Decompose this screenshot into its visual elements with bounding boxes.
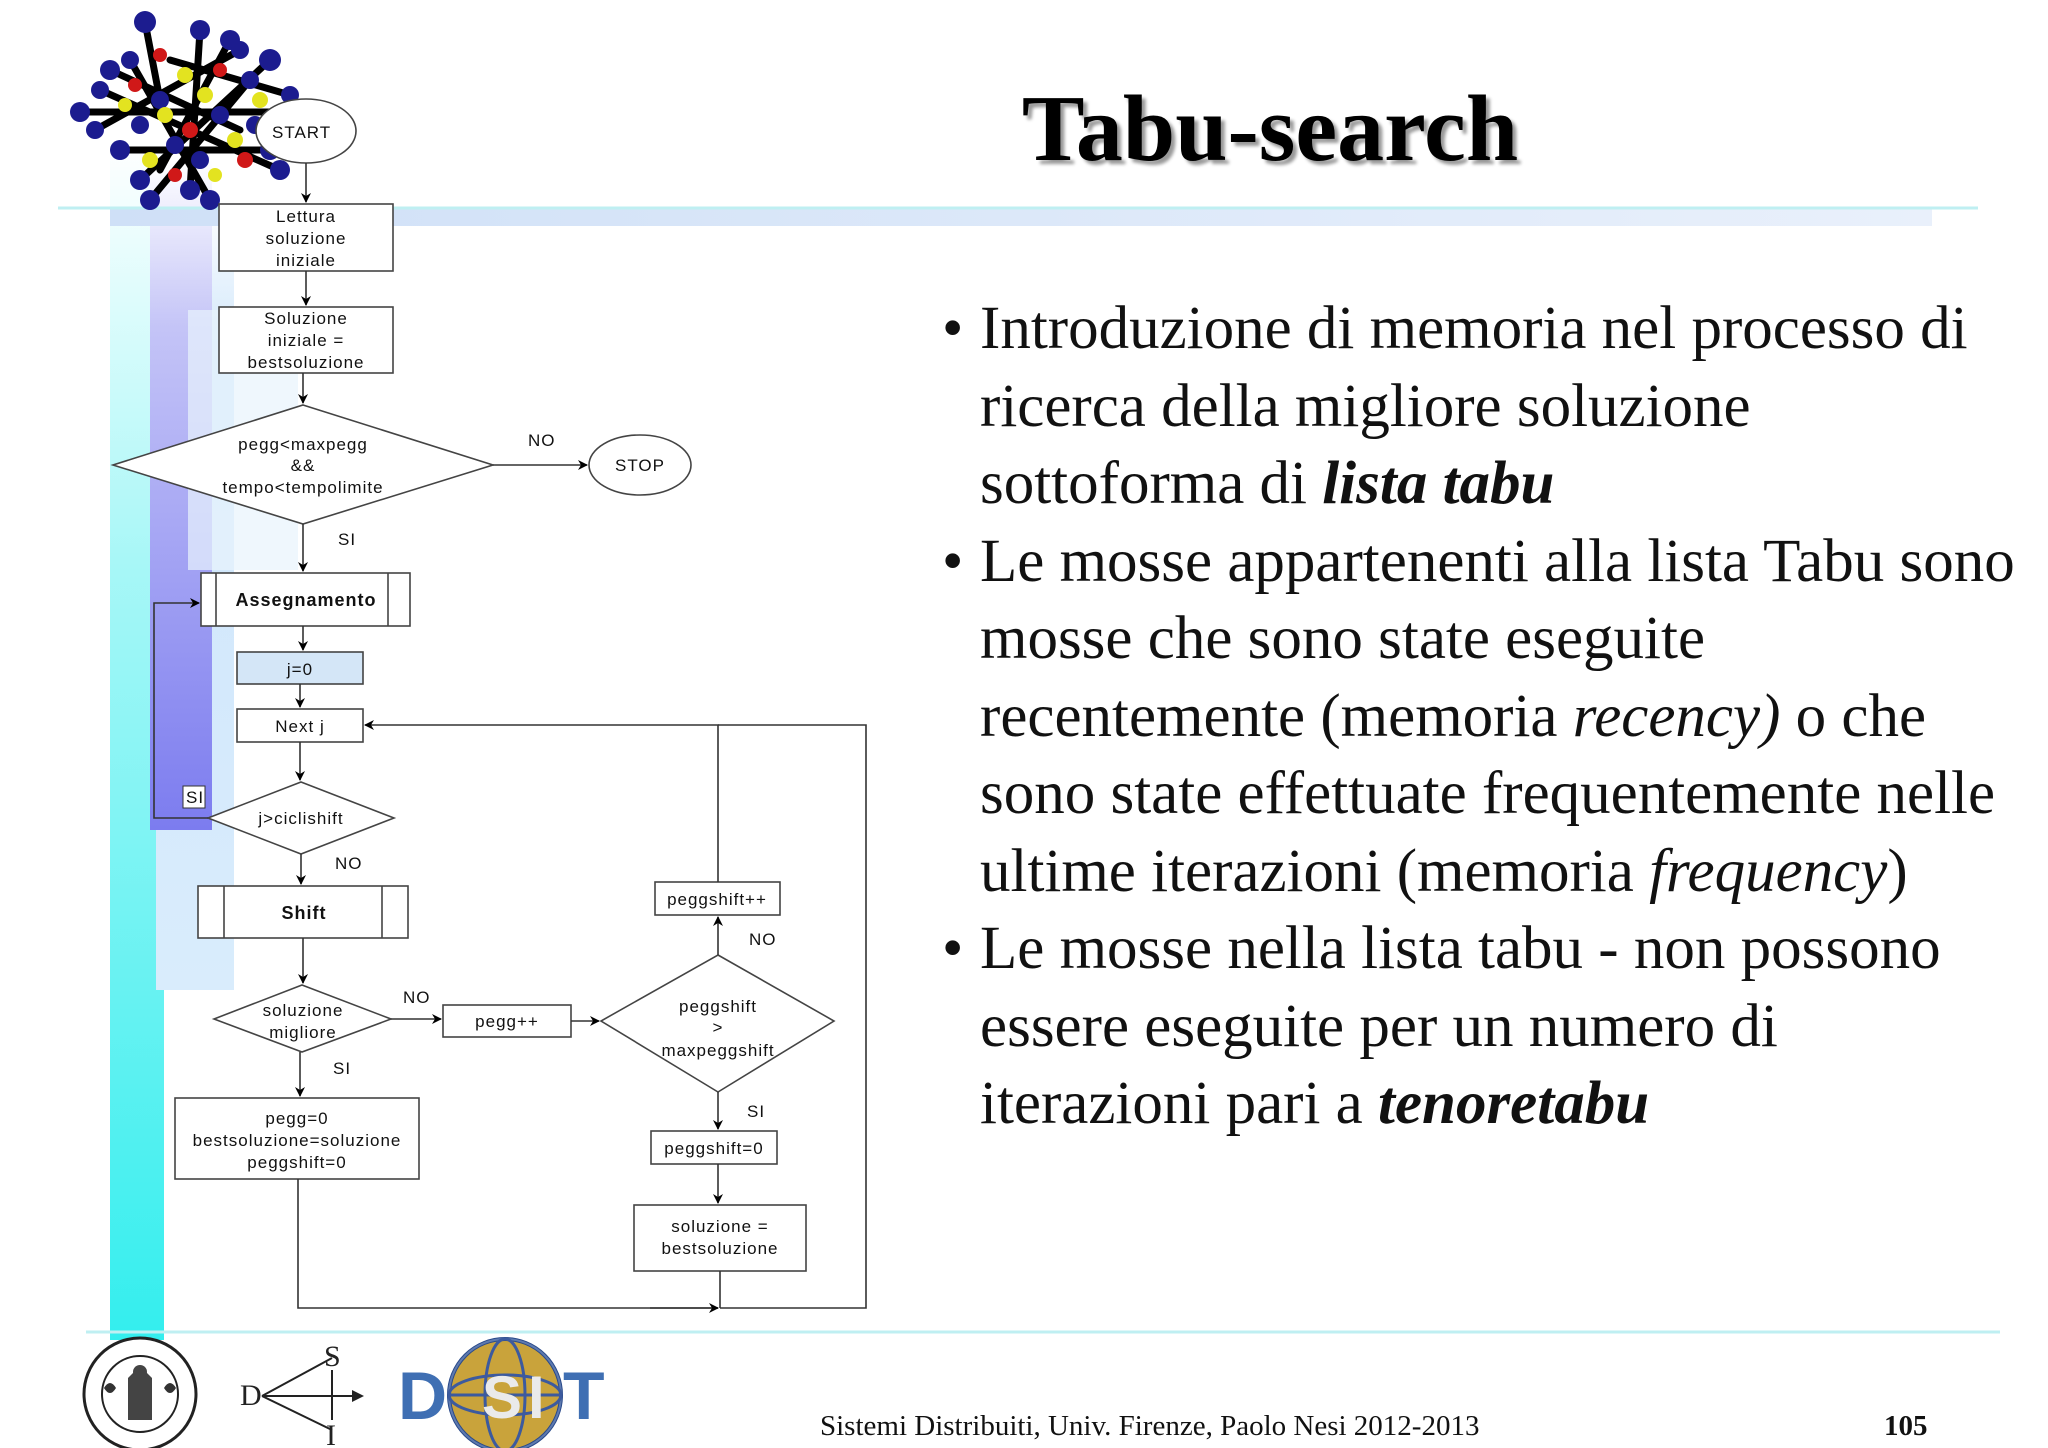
- peggshift-cond-line2: >: [712, 1018, 724, 1037]
- dsi-d: D: [240, 1379, 262, 1412]
- reset-line3: peggshift=0: [247, 1153, 347, 1172]
- si-label-main: SI: [338, 530, 357, 549]
- restore-best-box: [634, 1205, 806, 1271]
- bullet-item: [936, 910, 2016, 1143]
- main-cond-line2: &&: [290, 456, 316, 475]
- restore-best-line1: soluzione =: [671, 1217, 769, 1236]
- no-label-peggshift: NO: [749, 930, 777, 949]
- read-initial-line3: iniziale: [276, 251, 336, 270]
- j-init-label: j=0: [286, 660, 314, 679]
- stop-label: STOP: [615, 456, 665, 475]
- peggshift-cond-line3: maxpeggshift: [661, 1041, 775, 1060]
- shift-label: Shift: [281, 903, 327, 923]
- bullet-text-run: frequency: [1649, 837, 1888, 905]
- footer-text: Sistemi Distribuiti, Univ. Firenze, Paolo Nesi 2012-2013: [820, 1410, 1480, 1442]
- dsi-logo: [240, 1340, 364, 1448]
- si-label-better: SI: [333, 1059, 352, 1078]
- svg-text:S: S: [482, 1364, 523, 1431]
- main-cond-line1: pegg<maxpegg: [238, 435, 368, 454]
- bullet-dot: •: [942, 527, 964, 595]
- dsi-s: S: [324, 1340, 341, 1373]
- svg-text:I: I: [528, 1364, 545, 1431]
- start-label: START: [272, 123, 332, 142]
- better-cond-line1: soluzione: [262, 1001, 344, 1020]
- bullet-text-run: tenoretabu: [1378, 1070, 1650, 1137]
- init-best-line2: iniziale =: [267, 331, 345, 350]
- read-initial-line2: soluzione: [265, 229, 347, 248]
- bullet-item: [936, 290, 2016, 523]
- si-label-loop: SI: [186, 788, 205, 807]
- bullet-dot: •: [942, 295, 964, 362]
- bullet-text-run: recency): [1572, 682, 1781, 750]
- bullet-text-run: lista tabu: [1322, 450, 1555, 517]
- init-best-line3: bestsoluzione: [247, 353, 365, 372]
- flowchart-labels: [183, 123, 778, 1258]
- university-seal-logo: [84, 1338, 196, 1448]
- page-number: 105: [1884, 1410, 1928, 1442]
- dsi-i: I: [326, 1419, 336, 1448]
- dist-logo: [398, 1339, 605, 1448]
- j-cond-label: j>ciclishift: [258, 809, 344, 828]
- peggshift-inc-label: peggshift++: [667, 890, 767, 909]
- no-label-j: NO: [335, 854, 363, 873]
- peggshift-cond-line1: peggshift: [679, 997, 757, 1016]
- reset-line2: bestsoluzione=soluzione: [192, 1131, 402, 1150]
- pegg-inc-label: pegg++: [475, 1012, 539, 1031]
- dist-d: D: [398, 1358, 448, 1434]
- next-j-label: Next j: [275, 717, 325, 736]
- bullet-list: [936, 290, 2016, 1143]
- slide-title: Tabu-search: [1021, 77, 1519, 181]
- bullet-text-run: o che sono state effettuate frequentemente nelle ultime iterazioni (memoria: [980, 682, 1996, 905]
- no-label-better: NO: [403, 988, 431, 1007]
- bullet-item: [936, 523, 2016, 911]
- restore-best-line2: bestsoluzione: [661, 1239, 779, 1258]
- read-initial-line1: Lettura: [276, 207, 336, 226]
- bullet-dot: •: [942, 915, 964, 982]
- main-cond-line3: tempo<tempolimite: [222, 478, 384, 497]
- assign-label: Assegnamento: [235, 590, 377, 610]
- init-best-line1: Soluzione: [264, 309, 348, 328]
- si-label-peggshift: SI: [747, 1102, 766, 1121]
- bullet-text-run: Introduzione di memoria nel processo di ricerca della migliore soluzione sottoforma di: [980, 295, 1968, 517]
- dist-t: T: [563, 1358, 605, 1434]
- bullet-text-run: Le mosse appartenenti alla lista Tabu sono mosse che sono state eseguite recentemente (memoria: [980, 527, 2015, 750]
- bullet-text-run: ): [1887, 837, 1908, 905]
- reset-line1: pegg=0: [265, 1109, 329, 1128]
- better-cond-line2: migliore: [269, 1023, 337, 1042]
- peggshift-reset-label: peggshift=0: [664, 1139, 764, 1158]
- no-label-main: NO: [528, 431, 556, 450]
- bullet-text-run: Le mosse nella lista tabu - non possono essere eseguite per un numero di iterazioni pari a: [980, 915, 1941, 1137]
